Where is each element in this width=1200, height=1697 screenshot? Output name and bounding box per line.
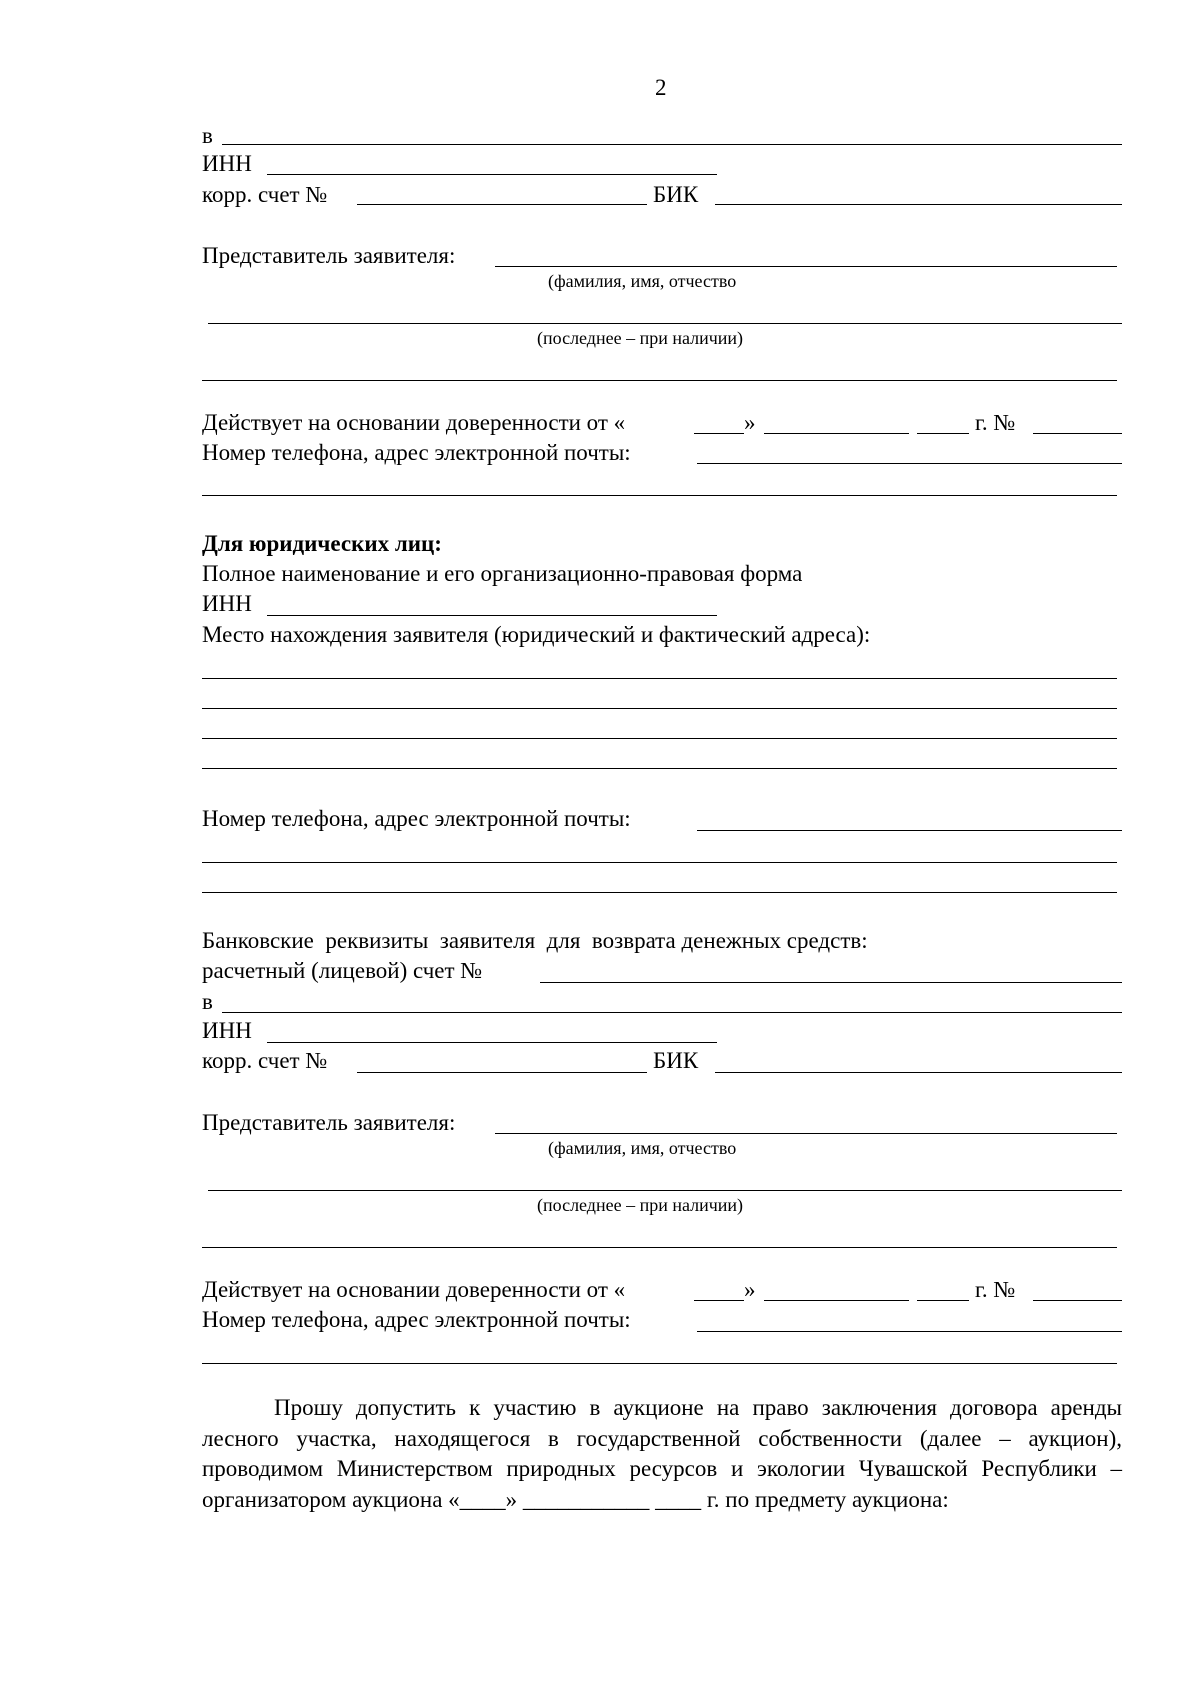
legal-proxy-month-field[interactable] (764, 1300, 909, 1301)
legal-proxy-label: Действует на основании доверенности от « (202, 1277, 626, 1302)
phone-email-label: Номер телефона, адрес электронной почты: (202, 440, 631, 465)
legal-representative-field[interactable] (495, 1133, 1117, 1134)
bank-name-field[interactable] (222, 144, 1122, 145)
legal-phone-email-field-line-2[interactable] (202, 862, 1117, 863)
legal-bank-label: в (202, 989, 213, 1014)
settlement-account-label: расчетный (лицевой) счет № (202, 958, 483, 983)
inn-field[interactable] (267, 174, 717, 175)
legal-corr-account-field[interactable] (357, 1072, 647, 1073)
year-number-label: г. № (975, 410, 1016, 435)
legal-phone-email-field-4[interactable] (697, 1331, 1122, 1332)
proxy-label: Действует на основании доверенности от « (202, 410, 626, 435)
location-field-line-1[interactable] (202, 678, 1117, 679)
legal-inn-label: ИНН (202, 591, 252, 616)
representative-field-line-3[interactable] (202, 380, 1117, 381)
legal-bank-name-field[interactable] (222, 1012, 1122, 1013)
phone-email-field-line-2[interactable] (202, 495, 1117, 496)
proxy-month-field[interactable] (764, 433, 909, 434)
bik-label: БИК (653, 182, 699, 207)
legal-phone-email-field[interactable] (697, 830, 1122, 831)
phone-email-field[interactable] (697, 463, 1122, 464)
representative-field-line-2[interactable] (208, 323, 1122, 324)
legal-bik-label: БИК (653, 1048, 699, 1073)
legal-proxy-number-field[interactable] (1033, 1300, 1122, 1301)
proxy-day-field[interactable] (694, 433, 744, 434)
legal-fio-hint: (фамилия, имя, отчество (548, 1138, 737, 1158)
legal-quote-close: » (744, 1277, 756, 1302)
legal-phone-email-label-2: Номер телефона, адрес электронной почты: (202, 1307, 631, 1332)
corr-account-label: корр. счет № (202, 182, 328, 207)
bank-label: в (202, 123, 213, 148)
bik-field[interactable] (715, 204, 1122, 205)
location-field-line-2[interactable] (202, 708, 1117, 709)
legal-entities-heading: Для юридических лиц: (202, 531, 442, 556)
request-paragraph: Прошу допустить к участию в аукционе на право заключения договора аренды лесного участка, находящегося в государственной собственности (далее – аукцион), проводимом Министерством природных ресурсов и экологии Чувашской Республики – организатором аукциона «____» ___________ ____ г. по предмету аукциона: (202, 1395, 1122, 1512)
legal-phone-email-field-5[interactable] (202, 1363, 1117, 1364)
location-label: Место нахождения заявителя (юридический и фактический адреса): (202, 622, 871, 647)
full-name-label: Полное наименование и его организационно-правовая форма (202, 561, 803, 586)
fio-hint: (фамилия, имя, отчество (548, 271, 737, 291)
settlement-account-field[interactable] (540, 982, 1122, 983)
proxy-year-field[interactable] (917, 433, 969, 434)
legal-representative-field-line-2[interactable] (208, 1190, 1122, 1191)
legal-representative-field-line-3[interactable] (202, 1247, 1117, 1248)
legal-corr-account-label: корр. счет № (202, 1048, 328, 1073)
bank-details-label: Банковские реквизиты заявителя для возврата денежных средств: (202, 928, 868, 953)
legal-phone-email-label: Номер телефона, адрес электронной почты: (202, 806, 631, 831)
legal-proxy-year-field[interactable] (917, 1300, 969, 1301)
location-field-line-4[interactable] (202, 768, 1117, 769)
legal-proxy-day-field[interactable] (694, 1300, 744, 1301)
representative-label: Представитель заявителя: (202, 243, 456, 268)
legal-inn-label-2: ИНН (202, 1018, 252, 1043)
page-number: 2 (655, 75, 667, 100)
legal-inn-field[interactable] (267, 615, 717, 616)
legal-year-number-label: г. № (975, 1277, 1016, 1302)
corr-account-field[interactable] (357, 204, 647, 205)
last-name-hint: (последнее – при наличии) (537, 328, 744, 348)
inn-label: ИНН (202, 151, 252, 176)
legal-bik-field[interactable] (715, 1072, 1122, 1073)
location-field-line-3[interactable] (202, 738, 1117, 739)
legal-last-name-hint: (последнее – при наличии) (537, 1195, 744, 1215)
representative-field[interactable] (495, 266, 1117, 267)
proxy-number-field[interactable] (1033, 433, 1122, 434)
legal-representative-label: Представитель заявителя: (202, 1110, 456, 1135)
legal-phone-email-field-line-3[interactable] (202, 892, 1117, 893)
quote-close: » (744, 410, 756, 435)
legal-inn-field-2[interactable] (267, 1042, 717, 1043)
